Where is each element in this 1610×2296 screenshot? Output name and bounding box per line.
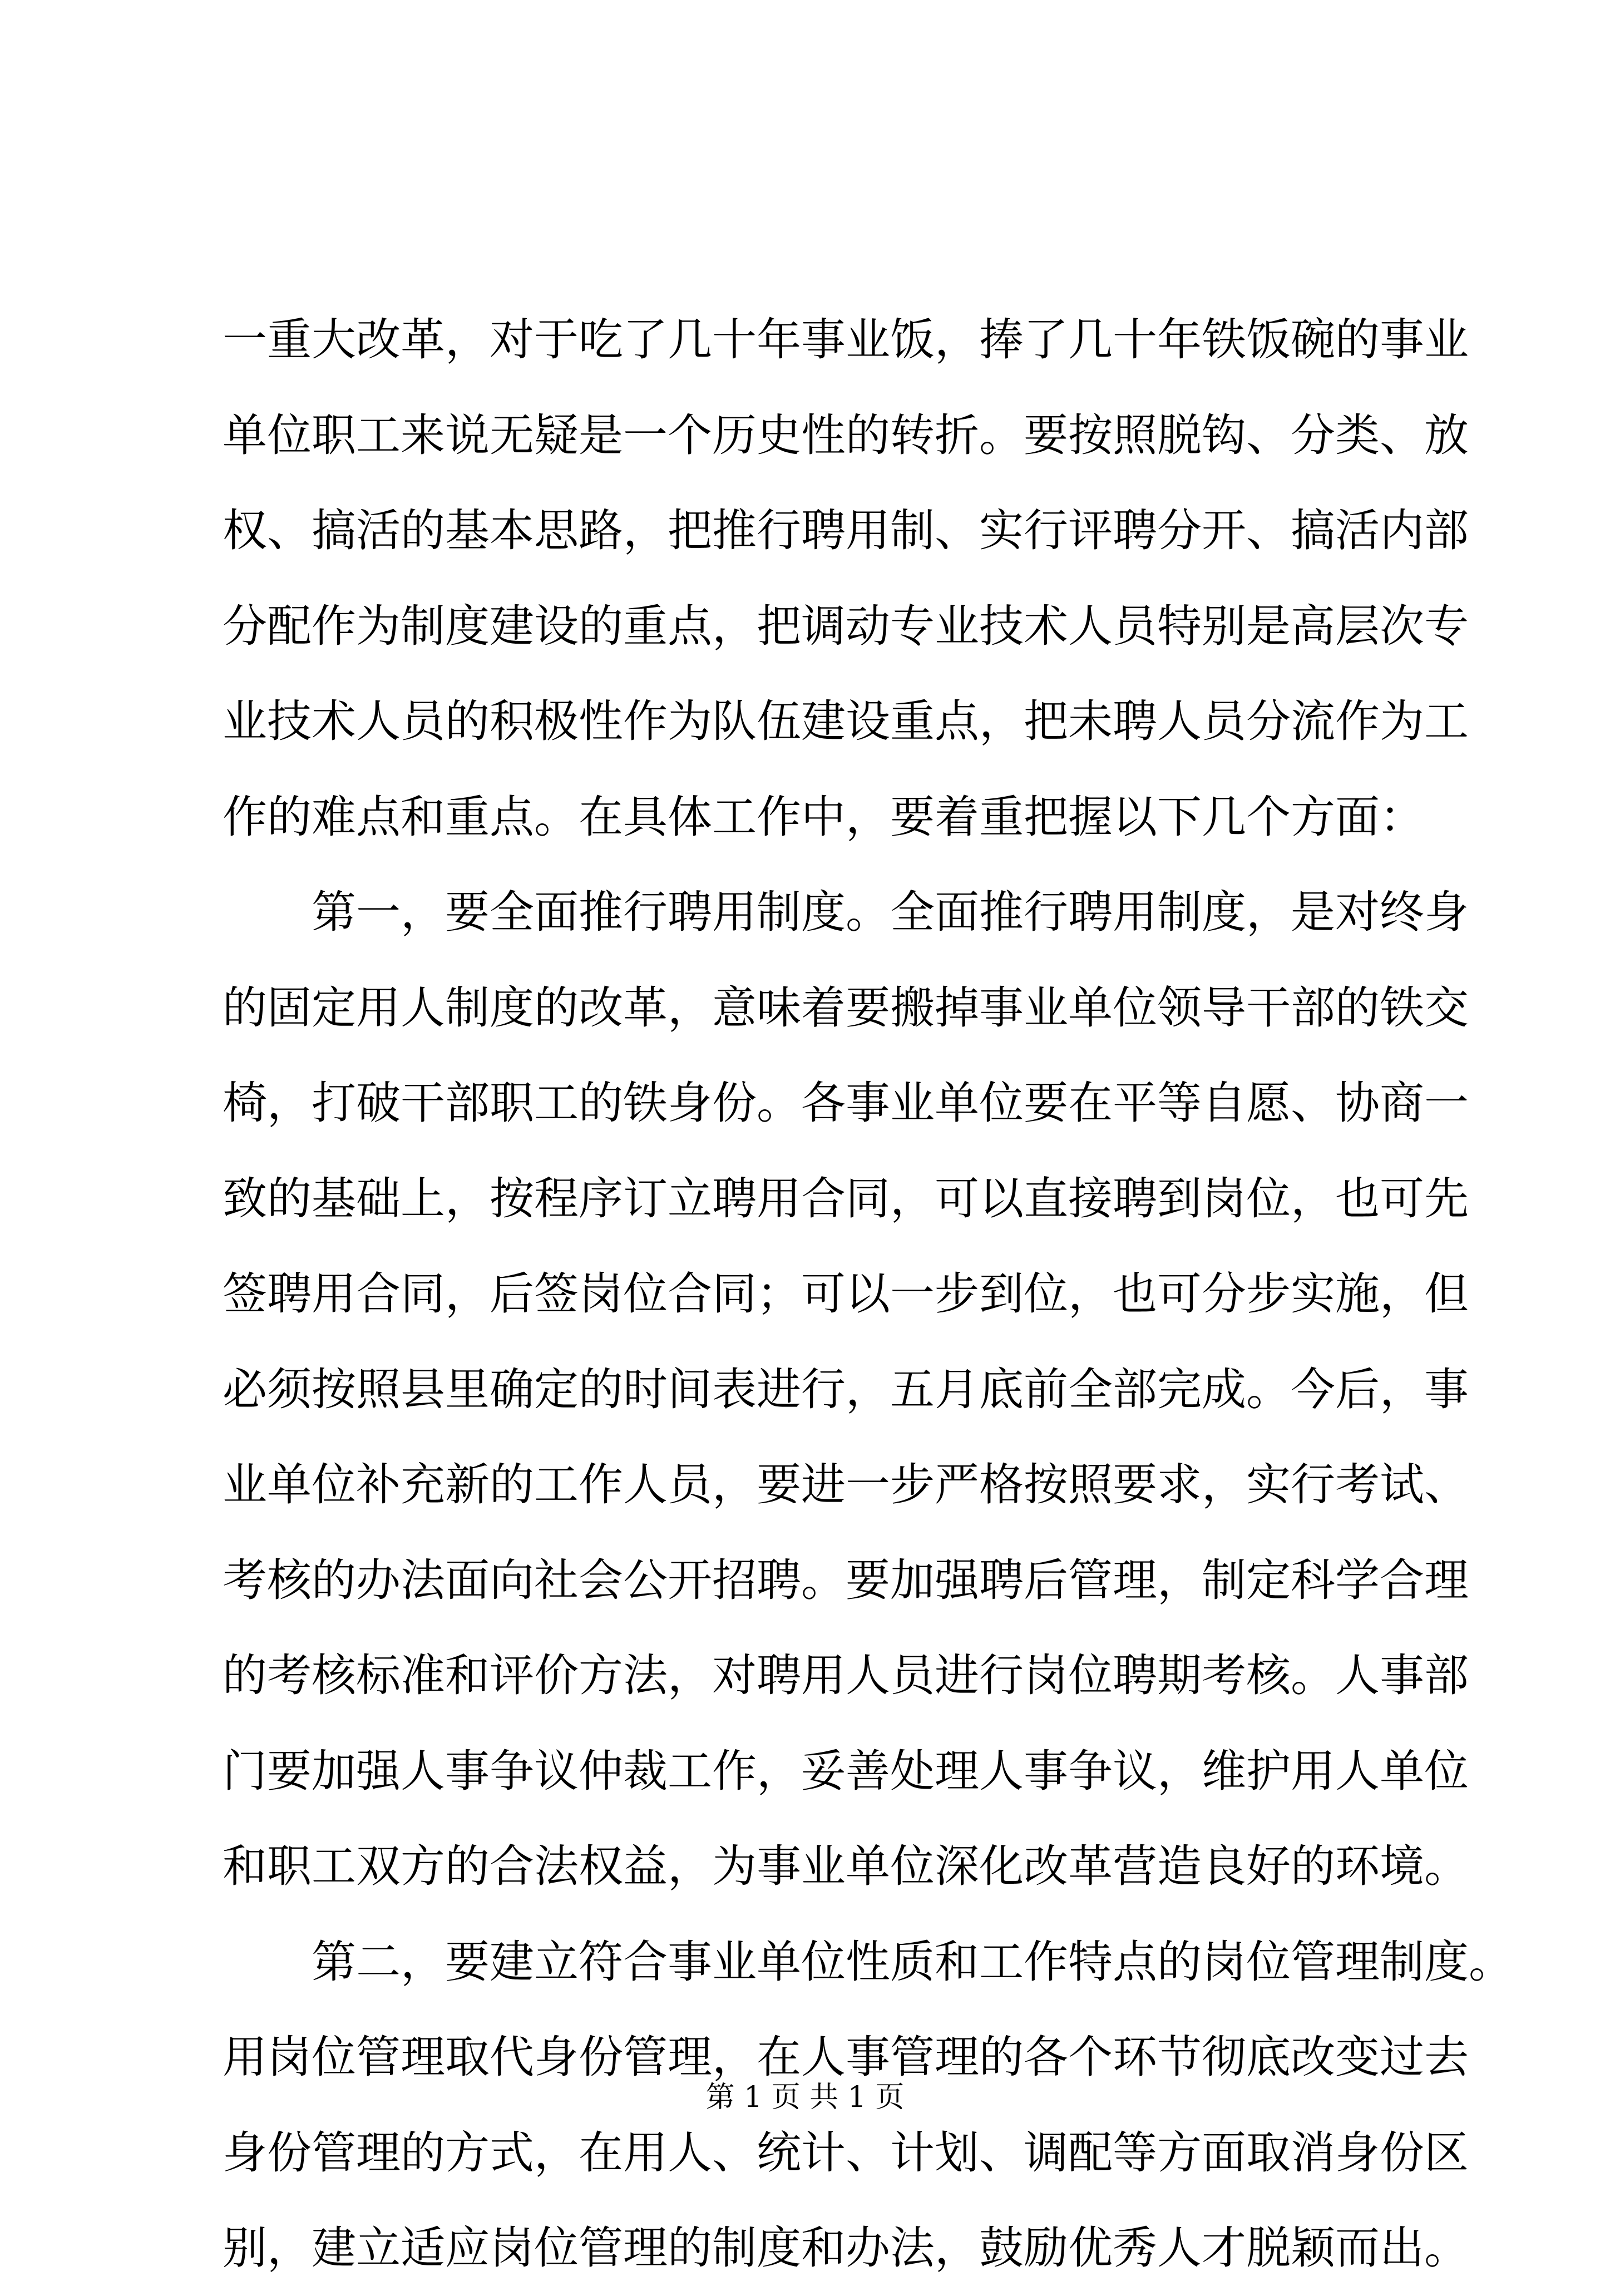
text-line: 签聘用合同，后签岗位合同；可以一步到位，也可分步实施，但 [223, 1268, 1469, 1320]
text-line: 致的基础上，按程序订立聘用合同，可以直接聘到岗位，也可先 [223, 1172, 1469, 1224]
text-line: 权、搞活的基本思路，把推行聘用制、实行评聘分开、搞活内部 [223, 505, 1469, 556]
page-footer [0, 2075, 1610, 2120]
text-line: 别，建立适应岗位管理的制度和办法，鼓励优秀人才脱颖而出。 [223, 2222, 1469, 2274]
text-line: 一重大改革，对于吃了几十年事业饭，捧了几十年铁饭碗的事业 [223, 314, 1469, 366]
text-line: 业单位补充新的工作人员，要进一步严格按照要求，实行考试、 [223, 1459, 1469, 1510]
text-line: 分配作为制度建设的重点，把调动专业技术人员特别是高层次专 [223, 600, 1469, 652]
text-line: 门要加强人事争议仲裁工作，妥善处理人事争议，维护用人单位 [223, 1745, 1469, 1797]
text-line: 作的难点和重点。在具体工作中，要着重把握以下几个方面： [223, 791, 1424, 843]
text-line: 单位职工来说无疑是一个历史性的转折。要按照脱钩、分类、放 [223, 409, 1469, 461]
paragraph-first-line: 第二，要建立符合事业单位性质和工作特点的岗位管理制度。 [312, 1935, 1513, 1988]
text-line: 用岗位管理取代身份管理，在人事管理的各个环节彻底改变过去 [223, 2031, 1469, 2083]
paragraph-first-line: 第一，要全面推行聘用制度。全面推行聘用制度，是对终身 [312, 886, 1469, 938]
text-line: 的固定用人制度的改革，意味着要搬掉事业单位领导干部的铁交 [223, 981, 1469, 1034]
text-line: 的考核标准和评价方法，对聘用人员进行岗位聘期考核。人事部 [223, 1650, 1469, 1701]
text-line: 必须按照县里确定的时间表进行，五月底前全部完成。今后，事 [223, 1363, 1469, 1415]
text-line: 业技术人员的积极性作为队伍建设重点，把未聘人员分流作为工 [223, 695, 1469, 747]
text-line: 和职工双方的合法权益，为事业单位深化改革营造良好的环境。 [223, 1840, 1469, 1892]
text-line: 考核的办法面向社会公开招聘。要加强聘后管理，制定科学合理 [223, 1554, 1469, 1606]
document-body [223, 292, 1513, 2296]
text-line: 椅，打破干部职工的铁身份。各事业单位要在平等自愿、协商一 [223, 1077, 1469, 1129]
text-line: 身份管理的方式，在用人、统计、计划、调配等方面取消身份区 [223, 2126, 1469, 2179]
page-number-label: 第 1 页 共 1 页 [705, 2081, 905, 2114]
